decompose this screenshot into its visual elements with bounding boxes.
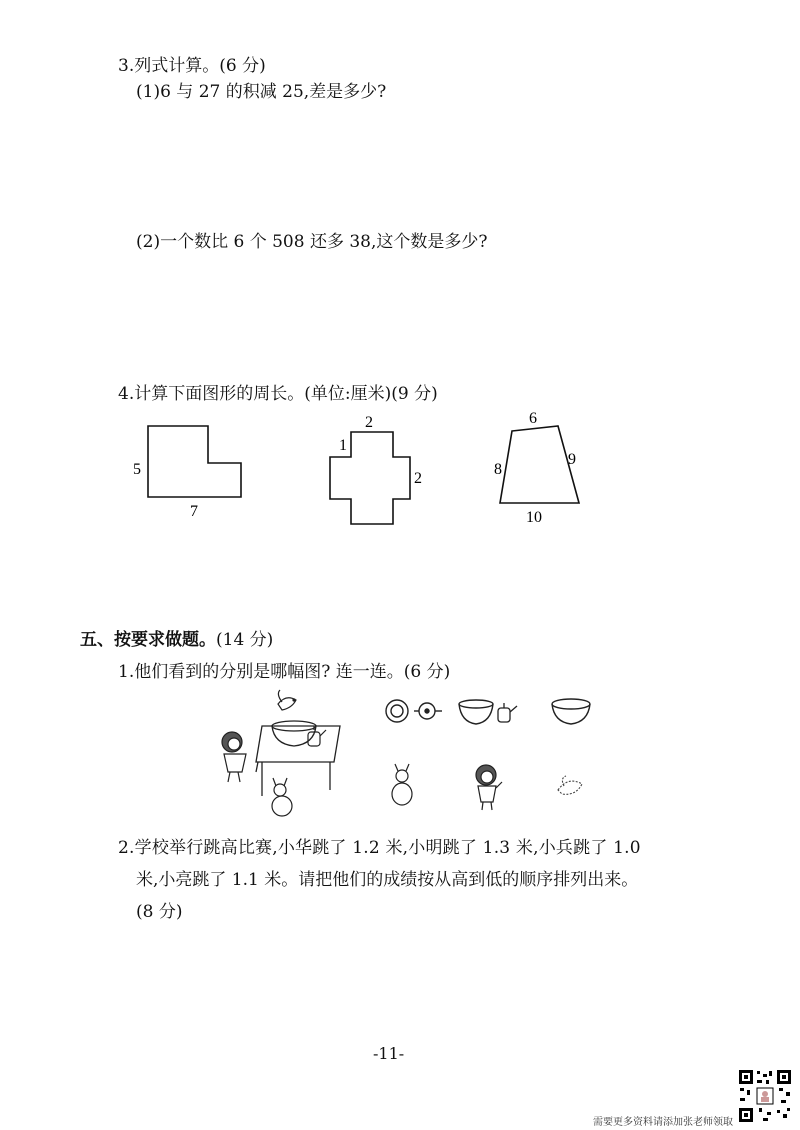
s5-q1: 1.他们看到的分别是哪幅图? 连一连。(6 分)	[118, 662, 451, 682]
s5-q2-line1: 2.学校举行跳高比赛,小华跳了 1.2 米,小明跳了 1.3 米,小兵跳了 1.0	[118, 838, 641, 858]
observer-bird	[554, 774, 588, 802]
boy-icon	[222, 732, 246, 782]
observer-rabbit	[388, 762, 416, 808]
q3-part2: (2)一个数比 6 个 508 还多 38,这个数是多少?	[136, 232, 488, 252]
section5-title: 五、按要求做题。	[80, 630, 216, 650]
view-option-front	[456, 694, 522, 730]
cross-left-label: 1	[339, 437, 347, 454]
plate-topview-icon	[386, 700, 408, 722]
boy-observer-icon	[476, 765, 502, 810]
teapot-topview-icon	[414, 703, 442, 719]
rabbit-icon	[272, 778, 292, 816]
q3-part1: (1)6 与 27 的积减 25,差是多少?	[136, 82, 387, 102]
quad-top-label: 6	[529, 410, 537, 427]
quad-bottom-label: 10	[526, 509, 542, 526]
observer-boy	[470, 764, 506, 812]
bird-icon	[278, 690, 296, 710]
quadrilateral-figure	[492, 406, 602, 530]
q4-title: 4.计算下面图形的周长。(单位:厘米)(9 分)	[118, 384, 438, 404]
view-option-side	[548, 694, 596, 730]
bird-observer-icon	[558, 776, 582, 794]
bowl-icon	[272, 721, 316, 746]
bowl-only-icon	[552, 699, 590, 724]
bowl-sideview-icon	[459, 700, 493, 724]
table-icon	[256, 726, 340, 796]
footer-note: 需要更多资料请添加张老师领取	[593, 1117, 733, 1128]
cross-top-label: 2	[365, 414, 373, 431]
quad-left-label: 8	[494, 461, 502, 478]
cross-figure	[318, 410, 438, 530]
s5-q2-line3: (8 分)	[136, 902, 183, 922]
q3-title: 3.列式计算。(6 分)	[118, 56, 266, 76]
s5-q2-line2: 米,小亮跳了 1.1 米。请把他们的成绩按从高到低的顺序排列出来。	[136, 870, 639, 890]
page-number: -11-	[373, 1044, 405, 1063]
cross-right-label: 2	[414, 470, 422, 487]
l-shape-left-label: 5	[133, 461, 141, 478]
l-shape-outline	[148, 426, 241, 497]
scene-illustration	[210, 686, 350, 818]
quad-right-label: 9	[568, 451, 576, 468]
section5-heading	[80, 630, 273, 650]
teapot-sideview-icon	[498, 703, 517, 722]
section5-points: (14 分)	[216, 630, 274, 650]
qr-code-icon	[737, 1068, 793, 1124]
rabbit-observer-icon	[392, 764, 412, 805]
l-shape-figure	[128, 418, 258, 522]
l-shape-bottom-label: 7	[190, 503, 198, 520]
view-option-top	[384, 694, 448, 728]
